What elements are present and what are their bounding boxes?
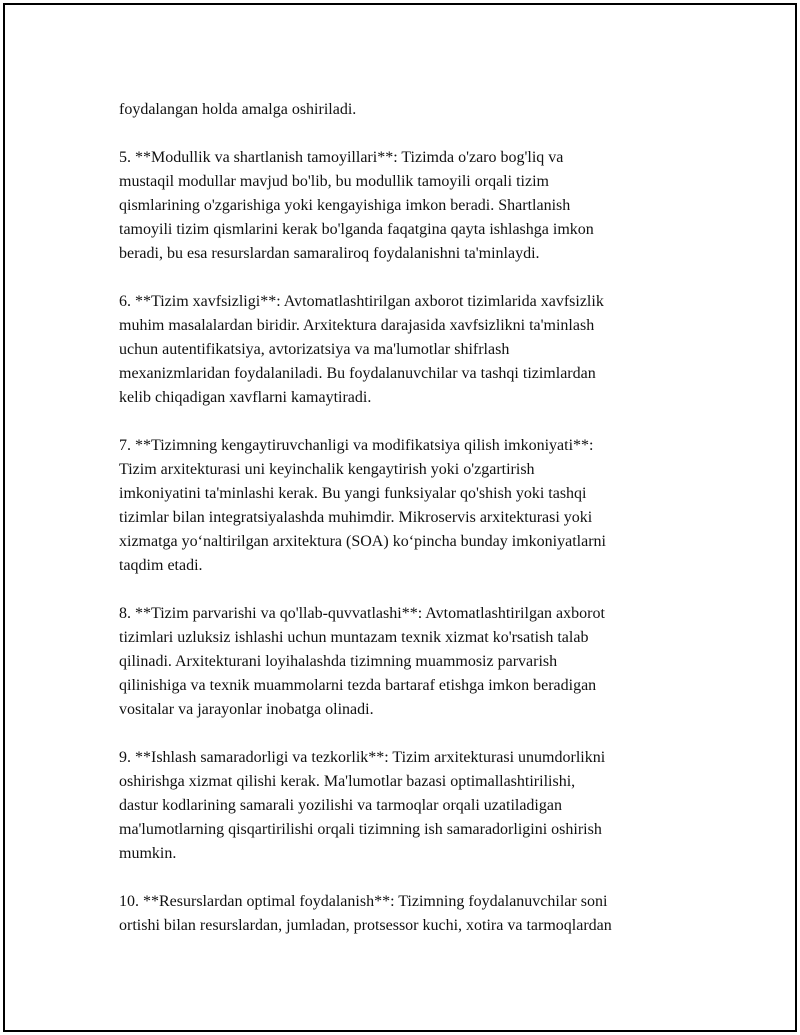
paragraph-item-6: 6. **Tizim xavfsizligi**: Avtomatlashtirilgan axborot tizimlarida xavfsizlik muhim masalalardan biridir. Arxitektura darajasida xavfsizlikni ta'minlash uchun autentifikatsiya, avtorizatsiya va ma'lumotlar shifrlash mexanizmlaridan foydalaniladi. Bu foydalanuvchilar va tashqi tizimlardan kelib chiqadigan xavflarni kamaytiradi. [119, 293, 604, 406]
paragraph-item-5: 5. **Modullik va shartlanish tamoyillari**: Tizimda o'zaro bog'liq va mustaqil modullar mavjud bo'lib, bu modullik tamoyili orqali tizim qismlarining o'zgarishiga yoki kengayishiga imkon beradi. Shartlanish tamoyili tizim qismlarini kerak bo'lganda faqatgina qayta ishlashga imkon beradi, bu esa resurslardan samaraliroq foydalanishni ta'minlaydi. [119, 149, 594, 262]
document-body [119, 98, 709, 962]
paragraph-item-10: 10. **Resurslardan optimal foydalanish**: Tizimning foydalanuvchilar soni ortishi bilan resurslardan, jumladan, protsessor kuchi, xotira va tarmoqlardan [119, 893, 612, 934]
paragraph-item-9: 9. **Ishlash samaradorligi va tezkorlik**: Tizim arxitekturasi unumdorlikni oshirishga xizmat qilishi kerak. Ma'lumotlar bazasi optimallashtirilishi, dastur kodlarining samarali yozilishi va tarmoqlar orqali uzatiladigan ma'lumotlarning qisqartirilishi orqali tizimning ish samaradorligini oshirish mumkin. [119, 749, 606, 862]
page-frame [3, 3, 797, 1032]
paragraph-item-7: 7. **Tizimning kengaytiruvchanligi va modifikatsiya qilish imkoniyati**: Tizim arxitekturasi uni keyinchalik kengaytirish yoki o'zgartirish imkoniyatini ta'minlashi kerak. Bu yangi funksiyalar qo'shish yoki tashqi tizimlar bilan integratsiyalashda muhimdir. Mikroservis arxitekturasi yoki xizmatga yo‘naltirilgan arxitektura (SOA) ko‘pincha bunday imkoniyatlarni taqdim etadi. [119, 437, 606, 574]
paragraph-item-8: 8. **Tizim parvarishi va qo'llab-quvvatlashi**: Avtomatlashtirilgan axborot tizimlari uzluksiz ishlashi uchun muntazam texnik xizmat ko'rsatish talab qilinadi. Arxitekturani loyihalashda tizimning muammosiz parvarish qilinishiga va texnik muammolarni tezda bartaraf etishga imkon beradigan vositalar va jarayonlar inobatga olinadi. [119, 605, 605, 718]
paragraph-continuation: foydalangan holda amalga oshiriladi. [119, 101, 357, 118]
